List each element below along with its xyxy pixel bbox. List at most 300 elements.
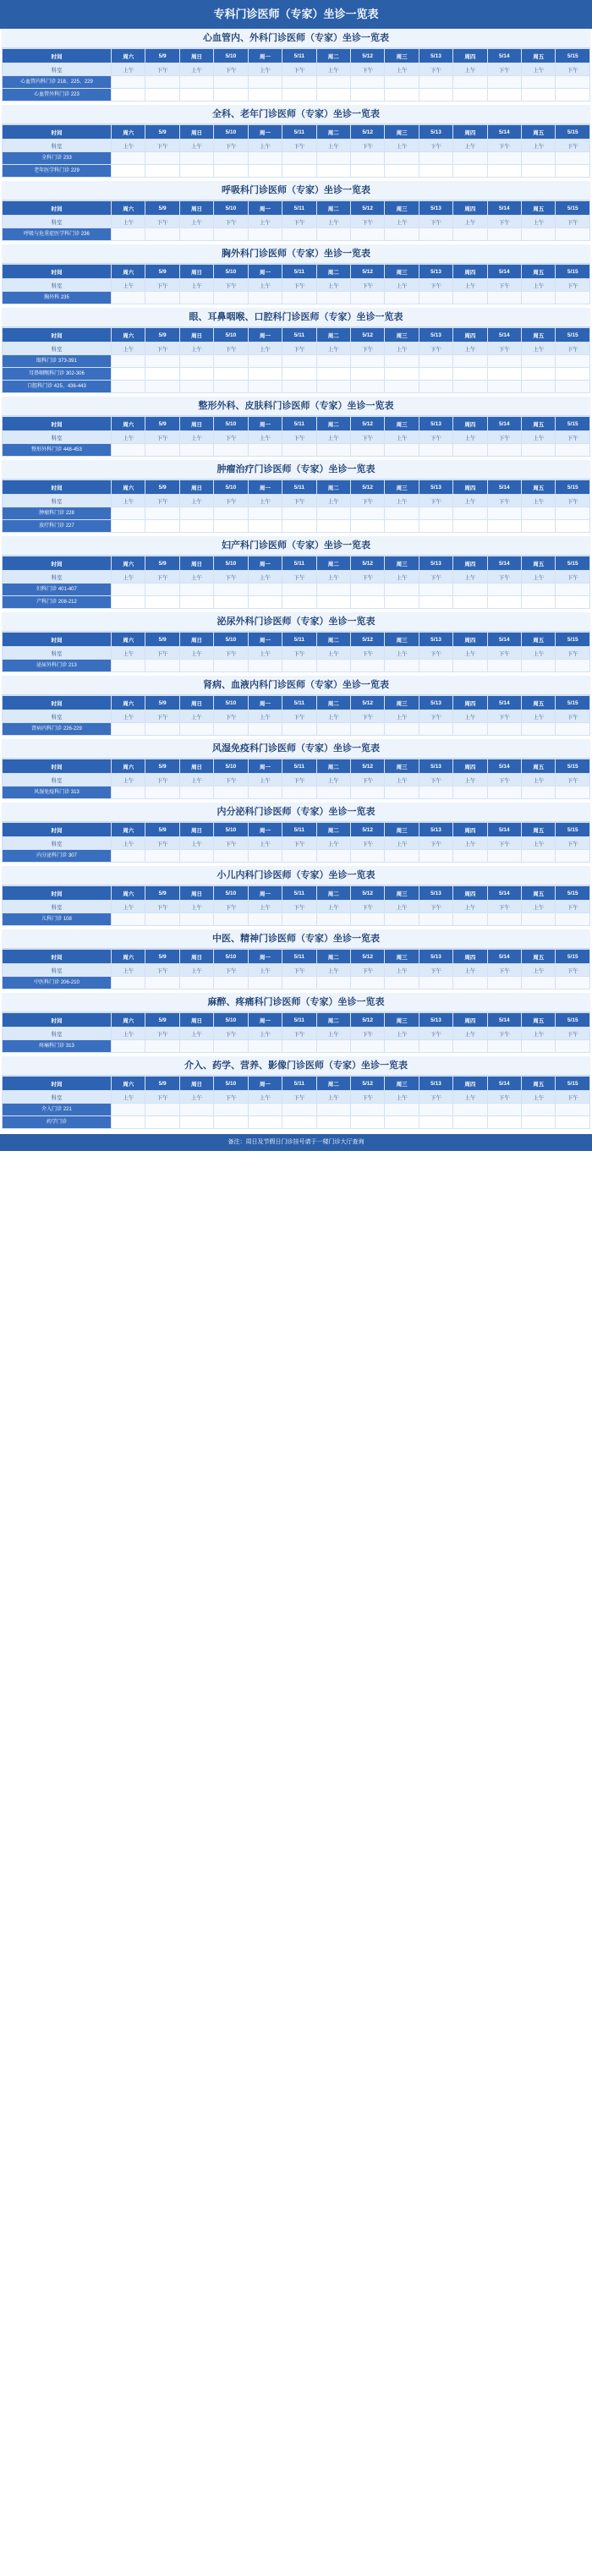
schedule-table: [2, 48, 590, 101]
doctor-cell: [522, 228, 556, 241]
day-header: 5/15: [556, 125, 590, 140]
day-header: 周三: [385, 886, 419, 901]
ampm-header: 下午: [556, 710, 590, 723]
schedule-table: [2, 556, 590, 609]
table-header: [3, 265, 590, 292]
header-row-days: [3, 201, 590, 216]
table-body: [3, 507, 590, 533]
ampm-header: 下午: [350, 140, 384, 152]
ampm-header: 下午: [350, 495, 384, 507]
ampm-header: 上午: [248, 837, 282, 850]
ampm-header: 下午: [214, 216, 248, 228]
doctor-cell: [248, 228, 282, 241]
day-header: 5/12: [350, 125, 384, 140]
day-header: 5/15: [556, 696, 590, 710]
doctor-cell: [385, 723, 419, 736]
ampm-header: 下午: [419, 216, 452, 228]
day-header: 周一: [248, 1077, 282, 1091]
doctor-cell: [282, 723, 316, 736]
ampm-header: 下午: [419, 279, 452, 292]
ampm-header: 下午: [556, 647, 590, 660]
day-header: 周四: [453, 1013, 487, 1028]
day-header: 周五: [522, 759, 556, 774]
doctor-cell: [282, 165, 316, 178]
doctor-cell: [556, 520, 590, 533]
section-title: 肾病、血液内科门诊医师（专家）坐诊一览表: [2, 676, 590, 695]
doctor-cell: [385, 76, 419, 89]
day-header: 周四: [453, 125, 487, 140]
corner-dept-label: 科室: [3, 495, 112, 507]
day-header: 周五: [522, 328, 556, 343]
day-header: 周六: [112, 328, 145, 343]
header-row-days: [3, 265, 590, 279]
ampm-header: 下午: [214, 571, 248, 584]
doctor-cell: [282, 596, 316, 609]
doctor-cell: [214, 1104, 248, 1116]
ampm-header: 上午: [453, 1028, 487, 1040]
ampm-header: 下午: [282, 343, 316, 355]
ampm-header: 上午: [522, 1028, 556, 1040]
corner-dept-label: 科室: [3, 431, 112, 444]
ampm-header: 上午: [316, 279, 350, 292]
table-body: [3, 355, 590, 393]
table-row: [3, 76, 590, 89]
schedule-section: [2, 397, 590, 457]
ampm-header: 上午: [453, 431, 487, 444]
day-header: 周六: [112, 556, 145, 571]
ampm-header: 下午: [214, 837, 248, 850]
doctor-cell: [556, 292, 590, 304]
day-header: 周二: [316, 633, 350, 647]
ampm-header: 下午: [350, 343, 384, 355]
day-header: 周日: [179, 633, 213, 647]
day-header: 5/11: [282, 1013, 316, 1028]
dept-cell: 耳鼻咽喉科门诊 302-306: [3, 368, 112, 381]
ampm-header: 下午: [282, 431, 316, 444]
day-header: 5/13: [419, 265, 452, 279]
section-title: 风湿免疫科门诊医师（专家）坐诊一览表: [2, 739, 590, 759]
section-title: 内分泌科门诊医师（专家）坐诊一览表: [2, 803, 590, 822]
section-title: 介入、药学、营养、影像门诊医师（专家）坐诊一览表: [2, 1056, 590, 1076]
ampm-header: 下午: [214, 140, 248, 152]
doctor-cell: [145, 76, 179, 89]
header-row-days: [3, 1077, 590, 1091]
doctor-cell: [145, 584, 179, 596]
ampm-header: 下午: [214, 63, 248, 76]
ampm-header: 下午: [145, 216, 179, 228]
doctor-cell: [385, 165, 419, 178]
day-header: 5/15: [556, 328, 590, 343]
day-header: 5/9: [145, 480, 179, 495]
day-header: 5/13: [419, 49, 452, 63]
doctor-cell: [419, 977, 452, 989]
dept-cell: 介入门诊 221: [3, 1104, 112, 1116]
ampm-header: 下午: [214, 710, 248, 723]
ampm-header: 下午: [419, 431, 452, 444]
table-header: [3, 328, 590, 355]
table-row: [3, 596, 590, 609]
ampm-header: 下午: [419, 774, 452, 787]
doctor-cell: [214, 76, 248, 89]
day-header: 周二: [316, 265, 350, 279]
day-header: 5/15: [556, 417, 590, 431]
corner-time-label: 时间: [3, 759, 112, 774]
doctor-cell: [487, 89, 521, 101]
doctor-cell: [248, 723, 282, 736]
ampm-header: 上午: [522, 647, 556, 660]
header-row-ampm: [3, 343, 590, 355]
day-header: 周四: [453, 759, 487, 774]
ampm-header: 上午: [112, 964, 145, 977]
doctor-cell: [316, 584, 350, 596]
day-header: 5/12: [350, 49, 384, 63]
day-header: 周一: [248, 49, 282, 63]
doctor-cell: [214, 520, 248, 533]
day-header: 周日: [179, 950, 213, 964]
header-row-ampm: [3, 216, 590, 228]
day-header: 周四: [453, 201, 487, 216]
doctor-cell: [453, 507, 487, 520]
day-header: 周三: [385, 49, 419, 63]
day-header: 5/11: [282, 49, 316, 63]
doctor-cell: [112, 76, 145, 89]
ampm-header: 上午: [453, 140, 487, 152]
day-header: 5/9: [145, 886, 179, 901]
doctor-cell: [419, 660, 452, 672]
ampm-header: 上午: [248, 571, 282, 584]
ampm-header: 下午: [214, 1028, 248, 1040]
day-header: 5/15: [556, 201, 590, 216]
day-header: 周日: [179, 696, 213, 710]
day-header: 5/9: [145, 125, 179, 140]
day-header: 5/15: [556, 1013, 590, 1028]
doctor-cell: [214, 977, 248, 989]
ampm-header: 上午: [179, 431, 213, 444]
day-header: 5/10: [214, 633, 248, 647]
doctor-cell: [248, 660, 282, 672]
corner-dept-label: 科室: [3, 140, 112, 152]
section-title: 中医、精神门诊医师（专家）坐诊一览表: [2, 929, 590, 949]
table-row: [3, 381, 590, 393]
ampm-header: 上午: [316, 1091, 350, 1104]
ampm-header: 上午: [453, 837, 487, 850]
doctor-cell: [214, 89, 248, 101]
ampm-header: 上午: [522, 495, 556, 507]
doctor-cell: [350, 1104, 384, 1116]
doctor-cell: [385, 1040, 419, 1053]
day-header: 5/12: [350, 201, 384, 216]
doctor-cell: [145, 913, 179, 926]
doctor-cell: [419, 152, 452, 165]
header-row-ampm: [3, 431, 590, 444]
table-header: [3, 125, 590, 152]
doctor-cell: [282, 507, 316, 520]
day-header: 周四: [453, 950, 487, 964]
doctor-cell: [385, 507, 419, 520]
ampm-header: 下午: [487, 964, 521, 977]
ampm-header: 上午: [316, 63, 350, 76]
day-header: 周一: [248, 1013, 282, 1028]
day-header: 5/11: [282, 950, 316, 964]
doctor-cell: [453, 913, 487, 926]
doctor-cell: [145, 89, 179, 101]
doctor-cell: [522, 381, 556, 393]
doctor-cell: [350, 355, 384, 368]
doctor-cell: [453, 368, 487, 381]
ampm-header: 上午: [316, 837, 350, 850]
doctor-cell: [282, 850, 316, 863]
doctor-cell: [350, 507, 384, 520]
ampm-header: 下午: [145, 571, 179, 584]
corner-time-label: 时间: [3, 886, 112, 901]
doctor-cell: [487, 660, 521, 672]
ampm-header: 上午: [112, 1028, 145, 1040]
header-row-days: [3, 696, 590, 710]
table-row: [3, 1040, 590, 1053]
doctor-cell: [419, 76, 452, 89]
ampm-header: 下午: [487, 216, 521, 228]
corner-time-label: 时间: [3, 49, 112, 63]
sections-container: [0, 29, 592, 1129]
corner-time-label: 时间: [3, 823, 112, 837]
table-row: [3, 89, 590, 101]
corner-time-label: 时间: [3, 265, 112, 279]
doctor-cell: [316, 368, 350, 381]
dept-cell: 放疗科门诊 227: [3, 520, 112, 533]
table-row: [3, 913, 590, 926]
doctor-cell: [453, 1116, 487, 1129]
ampm-header: 上午: [453, 63, 487, 76]
doctor-cell: [316, 913, 350, 926]
doctor-cell: [316, 1040, 350, 1053]
doctor-cell: [419, 507, 452, 520]
ampm-header: 上午: [316, 140, 350, 152]
doctor-cell: [214, 787, 248, 799]
table-row: [3, 660, 590, 672]
doctor-cell: [112, 165, 145, 178]
corner-time-label: 时间: [3, 1077, 112, 1091]
doctor-cell: [248, 1040, 282, 1053]
day-header: 5/14: [487, 201, 521, 216]
schedule-table: [2, 1076, 590, 1129]
ampm-header: 下午: [487, 571, 521, 584]
table-row: [3, 228, 590, 241]
schedule-section: [2, 993, 590, 1053]
corner-time-label: 时间: [3, 125, 112, 140]
ampm-header: 上午: [179, 901, 213, 913]
day-header: 周四: [453, 265, 487, 279]
doctor-cell: [487, 444, 521, 457]
ampm-header: 上午: [316, 710, 350, 723]
day-header: 周三: [385, 696, 419, 710]
ampm-header: 下午: [556, 1028, 590, 1040]
header-row-ampm: [3, 837, 590, 850]
doctor-cell: [282, 89, 316, 101]
day-header: 周六: [112, 696, 145, 710]
ampm-header: 上午: [522, 710, 556, 723]
doctor-cell: [385, 660, 419, 672]
day-header: 5/13: [419, 633, 452, 647]
day-header: 5/10: [214, 556, 248, 571]
day-header: 5/10: [214, 417, 248, 431]
schedule-section: [2, 739, 590, 799]
corner-time-label: 时间: [3, 328, 112, 343]
ampm-header: 下午: [282, 571, 316, 584]
table-row: [3, 507, 590, 520]
doctor-cell: [453, 89, 487, 101]
doctor-cell: [316, 1116, 350, 1129]
schedule-table: [2, 416, 590, 457]
corner-dept-label: 科室: [3, 279, 112, 292]
doctor-cell: [487, 228, 521, 241]
doctor-cell: [316, 165, 350, 178]
ampm-header: 上午: [522, 1091, 556, 1104]
doctor-cell: [179, 1104, 213, 1116]
ampm-header: 上午: [316, 571, 350, 584]
day-header: 周日: [179, 1077, 213, 1091]
day-header: 周三: [385, 759, 419, 774]
day-header: 周三: [385, 125, 419, 140]
day-header: 周日: [179, 201, 213, 216]
day-header: 周四: [453, 696, 487, 710]
day-header: 5/15: [556, 950, 590, 964]
day-header: 5/11: [282, 480, 316, 495]
day-header: 周六: [112, 759, 145, 774]
table-body: [3, 787, 590, 799]
doctor-cell: [350, 381, 384, 393]
ampm-header: 下午: [145, 964, 179, 977]
dept-cell: 药学门诊: [3, 1116, 112, 1129]
corner-dept-label: 科室: [3, 774, 112, 787]
schedule-section: [2, 803, 590, 863]
doctor-cell: [248, 76, 282, 89]
doctor-cell: [316, 228, 350, 241]
doctor-cell: [179, 596, 213, 609]
doctor-cell: [453, 152, 487, 165]
day-header: 周五: [522, 556, 556, 571]
ampm-header: 上午: [522, 63, 556, 76]
day-header: 5/15: [556, 886, 590, 901]
doctor-cell: [316, 76, 350, 89]
doctor-cell: [248, 584, 282, 596]
day-header: 5/10: [214, 1077, 248, 1091]
doctor-cell: [282, 660, 316, 672]
day-header: 周三: [385, 823, 419, 837]
doctor-cell: [316, 850, 350, 863]
ampm-header: 上午: [453, 774, 487, 787]
corner-time-label: 时间: [3, 201, 112, 216]
day-header: 周二: [316, 417, 350, 431]
doctor-cell: [556, 977, 590, 989]
doctor-cell: [487, 355, 521, 368]
ampm-header: 下午: [487, 774, 521, 787]
ampm-header: 上午: [385, 774, 419, 787]
day-header: 周六: [112, 417, 145, 431]
ampm-header: 上午: [112, 431, 145, 444]
doctor-cell: [556, 152, 590, 165]
day-header: 周日: [179, 49, 213, 63]
dept-cell: 泌尿外科门诊 213: [3, 660, 112, 672]
day-header: 5/10: [214, 886, 248, 901]
doctor-cell: [248, 520, 282, 533]
ampm-header: 上午: [248, 495, 282, 507]
ampm-header: 上午: [112, 1091, 145, 1104]
doctor-cell: [145, 723, 179, 736]
doctor-cell: [487, 292, 521, 304]
doctor-cell: [248, 1104, 282, 1116]
ampm-header: 上午: [179, 964, 213, 977]
ampm-header: 下午: [145, 647, 179, 660]
table-row: [3, 520, 590, 533]
doctor-cell: [112, 507, 145, 520]
table-header: [3, 201, 590, 228]
corner-dept-label: 科室: [3, 964, 112, 977]
doctor-cell: [179, 152, 213, 165]
doctor-cell: [453, 596, 487, 609]
schedule-table: [2, 327, 590, 393]
doctor-cell: [385, 444, 419, 457]
doctor-cell: [179, 355, 213, 368]
day-header: 5/13: [419, 696, 452, 710]
doctor-cell: [248, 1116, 282, 1129]
ampm-header: 上午: [316, 495, 350, 507]
table-header: [3, 1013, 590, 1040]
ampm-header: 下午: [214, 343, 248, 355]
day-header: 周五: [522, 886, 556, 901]
day-header: 5/10: [214, 696, 248, 710]
doctor-cell: [214, 355, 248, 368]
day-header: 5/10: [214, 201, 248, 216]
dept-cell: 口腔科门诊 425、436-443: [3, 381, 112, 393]
day-header: 周日: [179, 265, 213, 279]
header-row-days: [3, 823, 590, 837]
table-header: [3, 1077, 590, 1104]
ampm-header: 下午: [282, 140, 316, 152]
doctor-cell: [487, 1116, 521, 1129]
header-row-ampm: [3, 495, 590, 507]
day-header: 周二: [316, 1013, 350, 1028]
doctor-cell: [453, 76, 487, 89]
schedule-section: [2, 612, 590, 672]
corner-time-label: 时间: [3, 556, 112, 571]
ampm-header: 上午: [112, 571, 145, 584]
table-header: [3, 950, 590, 977]
section-title: 全科、老年门诊医师（专家）坐诊一览表: [2, 105, 590, 124]
doctor-cell: [112, 355, 145, 368]
day-header: 周六: [112, 1013, 145, 1028]
day-header: 周日: [179, 328, 213, 343]
day-header: 5/9: [145, 556, 179, 571]
corner-time-label: 时间: [3, 633, 112, 647]
doctor-cell: [282, 368, 316, 381]
day-header: 5/10: [214, 823, 248, 837]
doctor-cell: [248, 444, 282, 457]
ampm-header: 下午: [282, 901, 316, 913]
table-header: [3, 556, 590, 584]
doctor-cell: [112, 444, 145, 457]
table-body: [3, 977, 590, 989]
day-header: 5/14: [487, 125, 521, 140]
doctor-cell: [419, 520, 452, 533]
corner-dept-label: 科室: [3, 571, 112, 584]
schedule-table: [2, 200, 590, 241]
doctor-cell: [145, 444, 179, 457]
ampm-header: 下午: [419, 647, 452, 660]
doctor-cell: [248, 596, 282, 609]
doctor-cell: [419, 165, 452, 178]
doctor-cell: [179, 850, 213, 863]
doctor-cell: [385, 977, 419, 989]
